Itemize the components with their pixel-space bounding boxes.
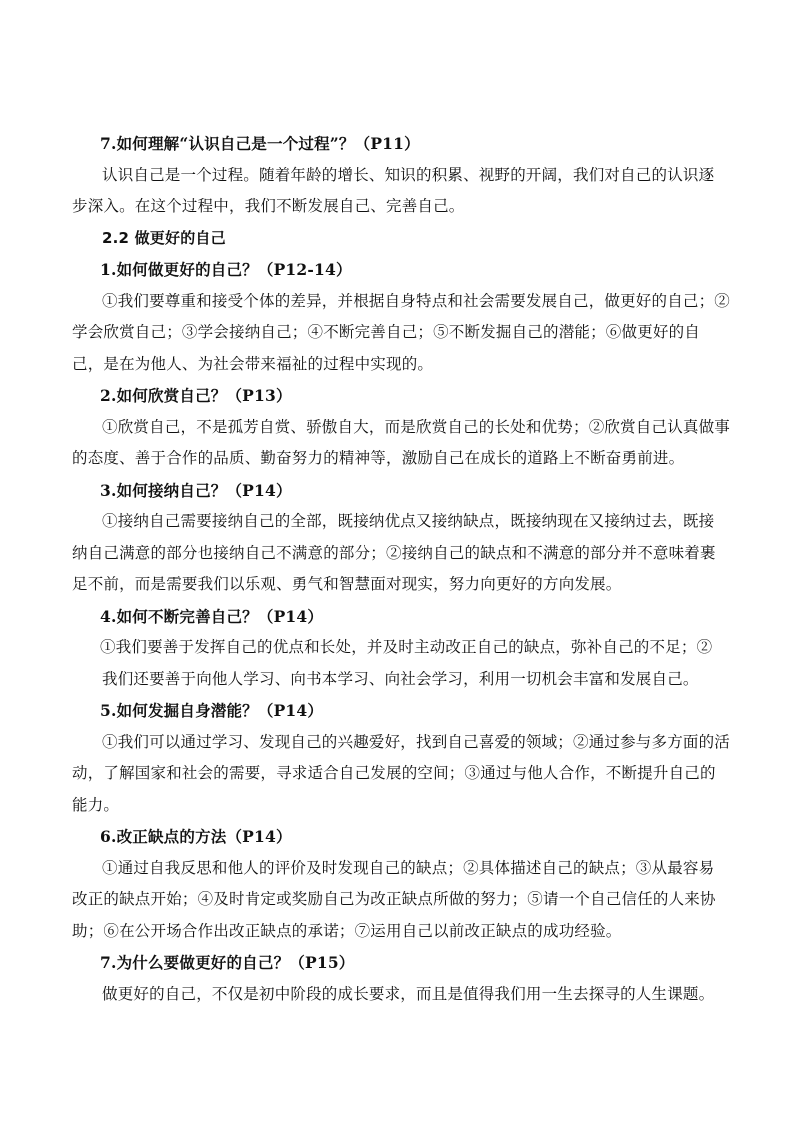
answer-line: 步深入。在这个过程中，我们不断发展自己、完善自己。: [72, 197, 465, 215]
question-heading: 4.如何不断完善自己？（P14）: [100, 606, 324, 626]
answer-line: 改正的缺点开始；④及时肯定或奖励自己为改正缺点所做的努力；⑤请一个自己信任的人来协: [72, 890, 716, 908]
answer-line: ①我们要善于发挥自己的优点和长处，并及时主动改正自己的缺点，弥补自己的不足；②: [100, 638, 713, 656]
answer-line: 做更好的自己，不仅是初中阶段的成长要求，而且是值得我们用一生去探寻的人生课题。: [102, 984, 715, 1003]
answer-line: 助；⑥在公开场合作出改正缺点的承诺；⑦运用自己以前改正缺点的成功经验。: [72, 921, 622, 940]
question-heading: 3.如何接纳自己？（P14）: [100, 480, 292, 500]
question-heading: 5.如何发掘自身潜能？（P14）: [100, 701, 324, 720]
answer-line: 己，是在为他人、为社会带来福祉的过程中实现的。: [72, 354, 434, 373]
answer-line: ①我们要尊重和接受个体的差异，并根据自身特点和社会需要发展自己，做更好的自己；②: [102, 291, 731, 310]
question-heading: 1.如何做更好的自己？（P12-14）: [100, 260, 352, 279]
answer-line: ①通过自我反思和他人的评价及时发现自己的缺点；②具体描述自己的缺点；③从最容易: [102, 858, 715, 877]
answer-line: ①接纳自己需要接纳自己的全部，既接纳优点又接纳缺点，既接纳现在又接纳过去，既接: [102, 512, 715, 530]
answer-line: 足不前，而是需要我们以乐观、勇气和智慧面对现实，努力向更好的方向发展。: [72, 575, 622, 593]
answer-line: 纳自己满意的部分也接纳自己不满意的部分；②接纳自己的缺点和不满意的部分并不意味着裹: [72, 543, 716, 562]
answer-line: 学会欣赏自己；③学会接纳自己；④不断完善自己；⑤不断发掘自己的潜能；⑥做更好的自: [72, 323, 701, 341]
question-heading: 2.如何欣赏自己？（P13）: [100, 386, 292, 405]
document-page: [72, 128, 732, 1010]
question-heading: 7.为什么要做更好的自己？（P15）: [100, 953, 355, 972]
answer-line: 能力。: [72, 795, 120, 814]
answer-line: 动，了解国家和社会的需要，寻求适合自己发展的空间；③通过与他人合作，不断提升自己的: [72, 764, 716, 782]
section-title: 2.2 做更好的自己: [102, 228, 226, 247]
answer-line: 的态度、善于合作的品质、勤奋努力的精神等，激励自己在成长的道路上不断奋勇前进。: [72, 449, 685, 467]
question-heading: 6.改正缺点的方法（P14）: [100, 827, 292, 846]
answer-line: ①我们可以通过学习、发现自己的兴趣爱好，找到自己喜爱的领域；②通过参与多方面的活: [102, 732, 731, 751]
answer-line: 我们还要善于向他人学习、向书本学习、向社会学习，利用一切机会丰富和发展自己。: [102, 669, 699, 688]
question-heading: 7.如何理解“认识自己是一个过程”？（P11）: [100, 134, 420, 153]
answer-line: ①欣赏自己，不是孤芳自赏、骄傲自大，而是欣赏自己的长处和优势；②欣赏自己认真做事: [102, 417, 731, 436]
answer-line: 认识自己是一个过程。随着年龄的增长、知识的积累、视野的开阔，我们对自己的认识逐: [102, 165, 715, 184]
